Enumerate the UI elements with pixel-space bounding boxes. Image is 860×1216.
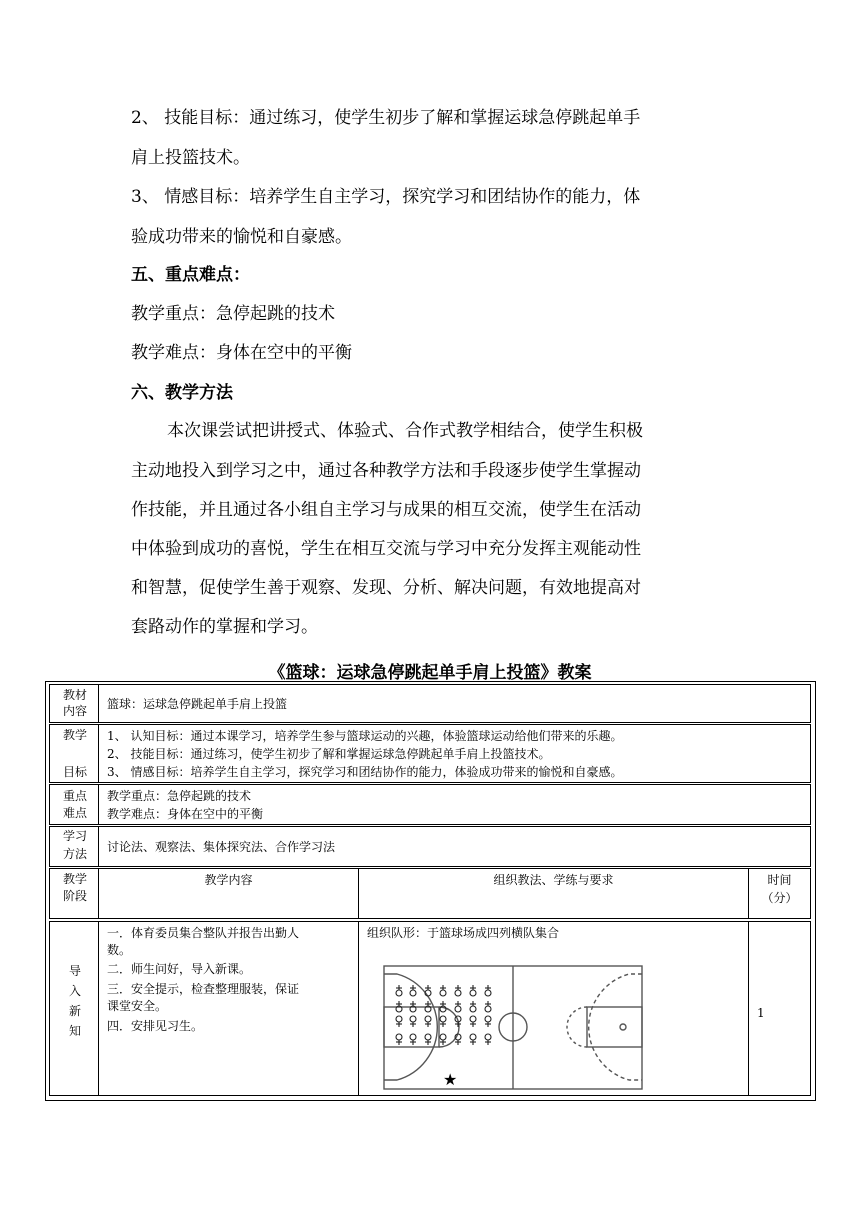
student-symbol-icon (485, 1016, 491, 1027)
intro-item: 二．师生问好，导入新课。 (107, 962, 252, 976)
time-cell (748, 921, 811, 1096)
student-symbol-icon (396, 1034, 402, 1045)
formation-text: 组织队形：于篮球场成四列横队集合 (367, 926, 560, 940)
student-symbol-icon (396, 1001, 402, 1012)
student-symbol-icon (410, 1001, 416, 1012)
section6-line: 中体验到成功的喜悦，学生在相互交流与学习中充分发挥主观能动性 (131, 539, 641, 559)
difficulty-point: 教学难点：身体在空中的平衡 (107, 807, 264, 821)
header-stage: 教学 (62, 872, 87, 886)
label-text: 教学 (62, 728, 87, 742)
student-symbol-icon (470, 985, 476, 996)
student-symbol-icon (425, 1001, 431, 1012)
content-cell (98, 724, 811, 783)
section6-line: 套路动作的掌握和学习。 (131, 617, 318, 637)
label-text: 方法 (62, 847, 87, 861)
student-symbol-icon (455, 1001, 461, 1012)
goal-skill-line2: 肩上投篮技术。 (131, 148, 250, 168)
student-symbol-icon (440, 1016, 446, 1027)
content-cell (98, 826, 811, 867)
student-symbol-icon (410, 1016, 416, 1027)
header-time: （分） (761, 891, 798, 905)
label-cell (49, 784, 99, 825)
label-cell (49, 826, 99, 867)
section6-line: 本次课尝试把讲授式、体验式、合作式教学相结合，使学生积极 (167, 421, 643, 441)
intro-item: 数。 (107, 943, 132, 957)
student-symbol-icon (485, 985, 491, 996)
header-organization: 组织教法、学练与要求 (493, 873, 614, 887)
key-point: 教学重点：急停起跳的技术 (107, 789, 252, 803)
label-text: 学习 (62, 829, 87, 843)
goal-line: 2、 技能目标：通过练习，使学生初步了解和掌握运球急停跳起单手肩上投篮技术。 (107, 747, 551, 761)
student-symbol-icon (440, 1001, 446, 1012)
student-symbol-icon (485, 1034, 491, 1045)
intro-item: 一．体育委员集合整队并报告出勤人 (107, 926, 300, 940)
intro-item: 课堂安全。 (107, 999, 168, 1013)
section5-key: 教学重点：急停起跳的技术 (131, 304, 335, 324)
label-text: 重点 (62, 789, 87, 803)
stage-char: 入 (68, 984, 81, 998)
header-cell (98, 868, 359, 919)
plan-title: 《篮球：运球急停跳起单手肩上投篮》教案 (268, 663, 592, 683)
label-cell (49, 921, 99, 1096)
label-text: 难点 (62, 806, 87, 820)
student-symbol-icon (440, 1034, 446, 1045)
label-text: 内容 (62, 704, 87, 718)
student-symbol-icon (440, 985, 446, 996)
label-cell (49, 868, 99, 919)
time-value: 1 (757, 1006, 765, 1020)
student-symbol-icon (396, 985, 402, 996)
label-text: 教材 (62, 688, 87, 702)
student-symbol-icon (455, 985, 461, 996)
goal-line: 1、 认知目标：通过本课学习，培养学生参与篮球运动的兴趣，体验篮球运动给他们带来的乐趣。 (107, 729, 623, 743)
section5-heading: 五、重点难点： (131, 265, 250, 285)
student-symbol-icon (410, 1034, 416, 1045)
section6-line: 主动地投入到学习之中，通过各种教学方法和手段逐步使学生掌握动 (131, 461, 641, 481)
goal-emotion-line1: 3、 情感目标：培养学生自主学习，探究学习和团结协作的能力，体 (131, 187, 641, 207)
content-cell (358, 921, 749, 1096)
intro-item: 四．安排见习生。 (107, 1019, 204, 1033)
header-cell (748, 868, 811, 919)
student-symbol-icon (425, 1034, 431, 1045)
header-time: 时间 (767, 873, 792, 887)
student-symbol-icon (455, 1016, 461, 1027)
content-cell (98, 921, 359, 1096)
goal-emotion-line2: 验成功带来的愉悦和自豪感。 (131, 227, 352, 247)
learning-methods: 讨论法、观察法、集体探究法、合作学习法 (107, 840, 336, 854)
student-symbol-icon (470, 1034, 476, 1045)
section6-heading: 六、教学方法 (131, 383, 233, 403)
section6-line: 和智慧，促使学生善于观察、发现、分析、解决问题，有效地提高对 (131, 578, 641, 598)
student-symbol-icon (470, 1001, 476, 1012)
intro-item: 三．安全提示，检查整理服装，保证 (107, 982, 300, 996)
label-text: 目标 (62, 765, 87, 779)
content-cell (98, 684, 811, 723)
student-formation (396, 985, 491, 1045)
header-cell (358, 868, 749, 919)
header-content: 教学内容 (204, 873, 253, 887)
goal-skill-line1: 2、 技能目标：通过练习，使学生初步了解和掌握运球急停跳起单手 (131, 108, 641, 128)
material-content: 篮球：运球急停跳起单手肩上投篮 (107, 697, 288, 711)
stage-char: 新 (68, 1004, 81, 1018)
stage-char: 知 (68, 1024, 81, 1038)
student-symbol-icon (485, 1001, 491, 1012)
student-symbol-icon (470, 1016, 476, 1027)
goal-line: 3、 情感目标：培养学生自主学习，探究学习和团结协作的能力，体验成功带来的愉悦和自豪感。 (107, 765, 623, 779)
section6-line: 作技能，并且通过各小组自主学习与成果的相互交流，使学生在活动 (131, 500, 641, 520)
label-cell (49, 724, 99, 783)
student-symbol-icon (455, 1034, 461, 1045)
stage-char: 导 (68, 964, 81, 978)
content-cell (98, 784, 811, 825)
star-icon: ★ (443, 1070, 458, 1089)
student-symbol-icon (425, 985, 431, 996)
section5-difficulty: 教学难点：身体在空中的平衡 (131, 343, 352, 363)
header-stage: 阶段 (62, 889, 87, 903)
student-symbol-icon (396, 1016, 402, 1027)
label-cell (49, 684, 99, 723)
basketball-court-diagram (383, 962, 645, 1092)
student-symbol-icon (410, 985, 416, 996)
student-symbol-icon (425, 1016, 431, 1027)
